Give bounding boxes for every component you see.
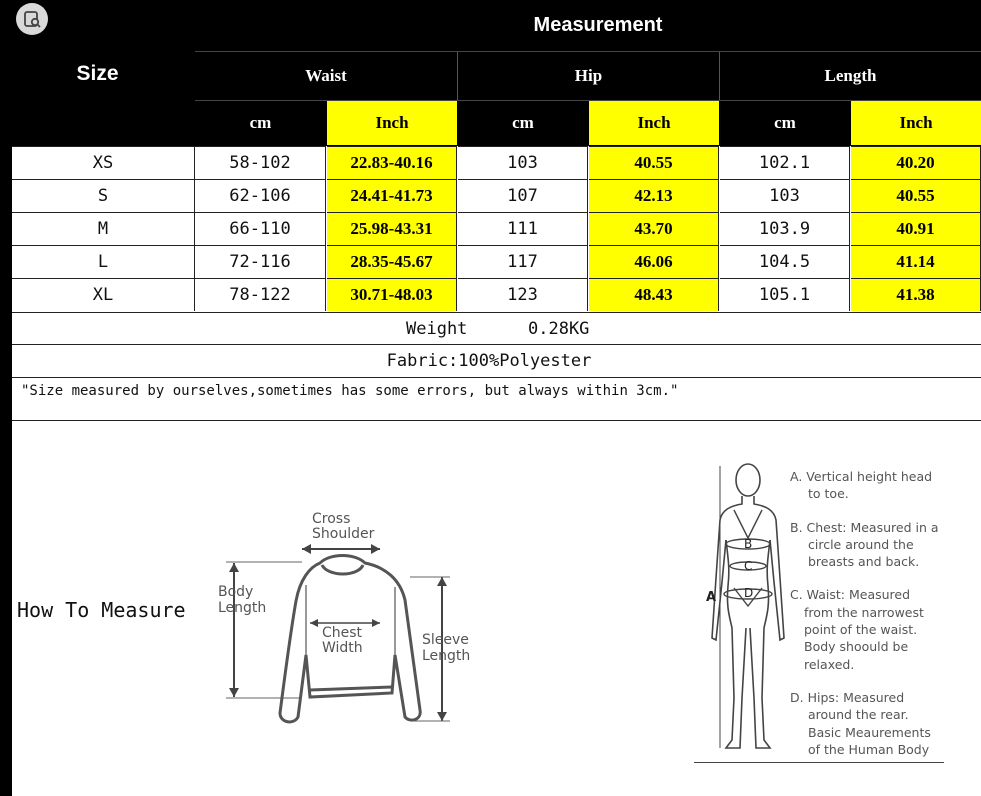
fabric-row [12, 344, 981, 377]
size-cell: M [12, 212, 195, 245]
table-cell: 72-116 [195, 245, 326, 278]
length-group-label: Length [824, 66, 877, 85]
sleeve-length-label: Sleeve Length [422, 632, 471, 664]
table-cell: 41.14 [851, 245, 981, 278]
table-cell: 43.70 [589, 212, 719, 245]
measurement-title-cell [195, 0, 981, 51]
unit-header-hip-cm: cm [458, 101, 588, 145]
body-figure-diagram [700, 458, 800, 763]
table-cell: 40.55 [851, 179, 981, 212]
note-c: C. Waist: Measured from the narrowest point of the waist. Body shoould be relaxed. [790, 587, 924, 672]
table-cell: 107 [458, 179, 588, 212]
table-cell: 40.20 [851, 146, 981, 179]
size-cell: S [12, 179, 195, 212]
unit-header-length-cm: cm [720, 101, 850, 145]
weight-row [12, 312, 981, 344]
table-cell: 25.98-43.31 [327, 212, 457, 245]
unit-header-waist-cm: cm [195, 101, 326, 145]
table-cell: 103.9 [720, 212, 850, 245]
table-cell: 105.1 [720, 278, 850, 311]
table-cell: 78-122 [195, 278, 326, 311]
table-cell: 58-102 [195, 146, 326, 179]
weight-label: Weight [406, 318, 468, 339]
waist-group-header [195, 52, 457, 100]
unit-header-length-inch: Inch [851, 101, 981, 145]
table-cell: 66-110 [195, 212, 326, 245]
size-cell: L [12, 245, 195, 278]
marker-c: C [744, 559, 753, 573]
image-search-icon[interactable] [16, 3, 48, 35]
table-cell: 22.83-40.16 [327, 146, 457, 179]
table-cell: 48.43 [589, 278, 719, 311]
table-cell: 40.55 [589, 146, 719, 179]
table-cell: 42.13 [589, 179, 719, 212]
table-cell: 111 [458, 212, 588, 245]
size-header-label: Size [76, 61, 119, 85]
table-cell: 103 [458, 146, 588, 179]
waist-group-label: Waist [305, 66, 347, 85]
cross-shoulder-label: Cross Shoulder [312, 511, 375, 542]
sweater-diagram [210, 505, 480, 730]
table-cell: 24.41-41.73 [327, 179, 457, 212]
weight-value: 0.28KG [528, 318, 590, 339]
table-cell: 46.06 [589, 245, 719, 278]
note-row [12, 377, 981, 421]
chest-width-label: Chest Width [322, 625, 363, 656]
hip-group-header [458, 52, 719, 100]
table-cell: 102.1 [720, 146, 850, 179]
body-notes [790, 468, 970, 758]
body-length-label: Body Length [218, 584, 267, 616]
table-cell: 123 [458, 278, 588, 311]
note-d: D. Hips: Measured around the rear. Basic Meaurements of the Human Body [790, 689, 931, 757]
table-cell: 41.38 [851, 278, 981, 311]
marker-a: A [706, 590, 717, 605]
marker-b: B [744, 537, 753, 551]
table-cell: 117 [458, 245, 588, 278]
fabric-text: Fabric:100%Polyester [386, 351, 592, 371]
note-b: B. Chest: Measured in a circle around the breasts and back. [790, 519, 939, 570]
size-cell: XL [12, 278, 195, 311]
table-cell: 104.5 [720, 245, 850, 278]
note-a: A. Vertical height head to toe. [790, 469, 933, 502]
table-cell: 62-106 [195, 179, 326, 212]
marker-d: D [744, 586, 754, 600]
measurement-title: Measurement [533, 14, 663, 36]
body-figure-baseline [694, 762, 944, 763]
unit-header-waist-inch: Inch [327, 101, 457, 145]
hip-group-label: Hip [574, 66, 603, 85]
table-cell: 30.71-48.03 [327, 278, 457, 311]
table-cell: 103 [720, 179, 850, 212]
size-cell: XS [12, 146, 195, 179]
unit-header-hip-inch: Inch [589, 101, 719, 145]
how-to-measure-label: How To Measure [17, 598, 186, 622]
table-cell: 40.91 [851, 212, 981, 245]
table-cell: 28.35-45.67 [327, 245, 457, 278]
length-group-header [720, 52, 981, 100]
note-text: "Size measured by ourselves,sometimes has some errors, but always within 3cm." [21, 383, 679, 399]
